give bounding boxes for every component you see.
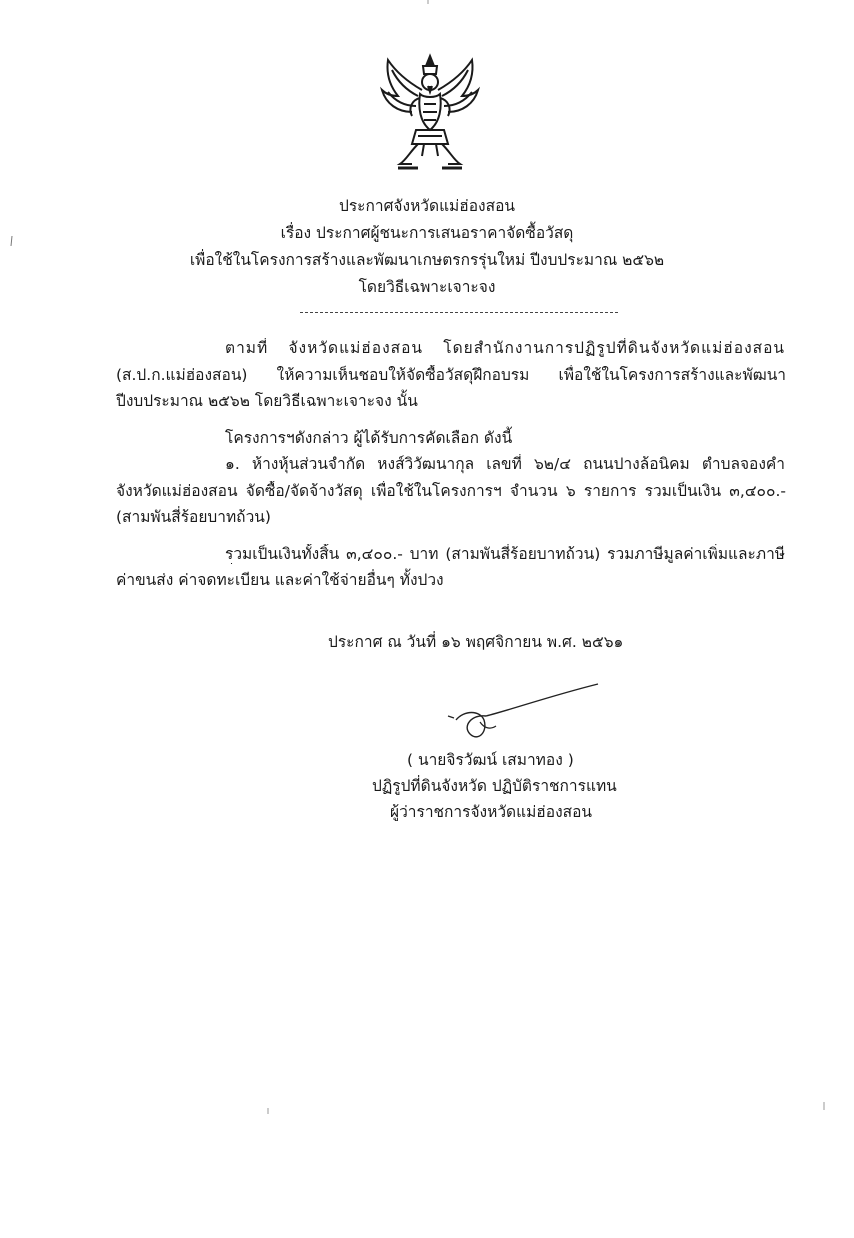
handwritten-signature (420, 680, 620, 750)
total-line-1: รวมเป็นเงินทั้งสิ้น ๓,๔๐๐.- บาท (สามพันสี่ร้อยบาทถ้วน) รวมภาษีมูลค่าเพิ่มและภาษี (225, 545, 785, 563)
paragraph-1-line-3: ปีงบประมาณ ๒๕๖๒ โดยวิธีเฉพาะเจาะจง นั้น (116, 392, 418, 410)
announcement-title: ประกาศจังหวัดแม่ฮ่องสอน (339, 197, 515, 215)
announcement-date: ประกาศ ณ วันที่ ๑๖ พฤศจิกายน พ.ศ. ๒๕๖๑ (328, 633, 624, 651)
total-line-2: ค่าขนส่ง ค่าจดทะเบียน และค่าใช้จ่ายอื่นๆ ทั้งปวง (116, 571, 444, 589)
paragraph-1-line-1: ตามที่ จังหวัดแม่ฮ่องสอน โดยสำนักงานการปฏิรูปที่ดินจังหวัดแม่ฮ่องสอน (225, 339, 785, 357)
item-1-line-1: ๑. ห้างหุ้นส่วนจำกัด หงส์วิวัฒนากุล เลขที่ ๖๒/๔ ถนนปางล้อนิคม ตำบลจองคำ (225, 455, 785, 473)
item-1-line-2: จังหวัดแม่ฮ่องสอน จัดซื้อ/จัดจ้างวัสดุ เพื่อใช้ในโครงการฯ จำนวน ๖ รายการ รวมเป็นเงิน ๓,๔๐๐.- (116, 482, 786, 500)
paragraph-2: โครงการฯดังกล่าว ผู้ได้รับการคัดเลือก ดังนี้ (225, 429, 513, 447)
signatory-position-2: ผู้ว่าราชการจังหวัดแม่ฮ่องสอน (390, 803, 592, 821)
announcement-subject: เรื่อง ประกาศผู้ชนะการเสนอราคาจัดซื้อวัสดุ (280, 224, 574, 242)
announcement-purpose: เพื่อใช้ในโครงการสร้างและพัฒนาเกษตรกรรุ่นใหม่ ปีงบประมาณ ๒๕๖๒ (189, 251, 665, 269)
header-separator (300, 312, 618, 313)
garuda-emblem-icon (378, 52, 482, 176)
signatory-position-1: ปฏิรูปที่ดินจังหวัด ปฏิบัติราชการแทน (372, 777, 617, 795)
announcement-method: โดยวิธีเฉพาะเจาะจง (358, 278, 496, 296)
item-1-line-3: (สามพันสี่ร้อยบาทถ้วน) (116, 508, 271, 526)
paragraph-1-line-2: (ส.ป.ก.แม่ฮ่องสอน) ให้ความเห็นชอบให้จัดซื้อวัสดุฝึกอบรม เพื่อใช้ในโครงการสร้างและพัฒนา (116, 366, 786, 384)
signatory-name: ( นายจิรวัฒน์ เสมาทอง ) (407, 751, 574, 769)
